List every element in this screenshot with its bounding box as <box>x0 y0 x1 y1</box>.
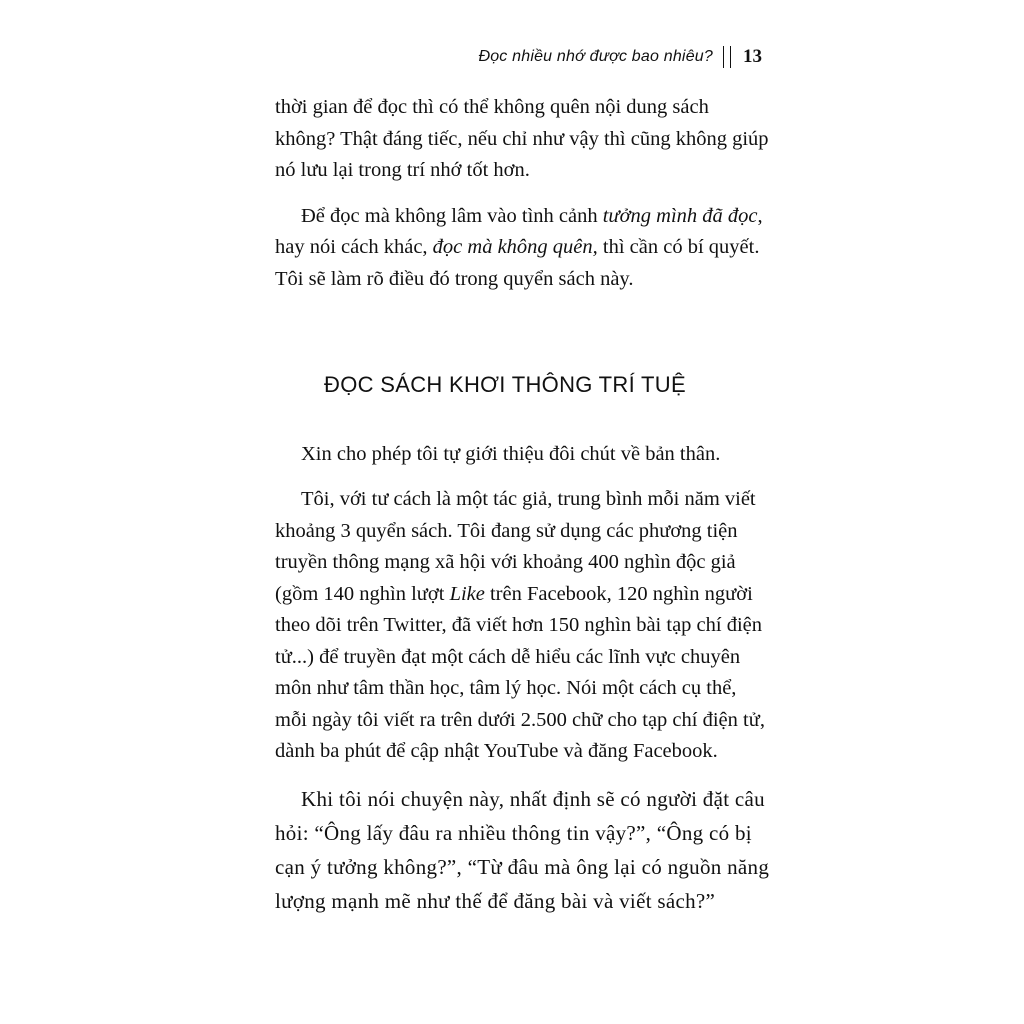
paragraph-text: thì cần có bí quyết. Tôi sẽ làm rõ điều đó trong quyển sách này. <box>275 236 760 290</box>
paragraph-text: Để đọc mà không lâm vào tình cảnh <box>301 204 603 227</box>
paragraph-text: trên Facebook, 120 nghìn người theo dõi trên Twitter, đã viết hơn 150 nghìn bài tạp chí điện tử...) để truyền đạt một cách dễ hiểu các lĩnh vực chuyên môn như tâm thần học, tâm lý học. Nói một cách cụ thể, mỗi ngày tôi viết ra trên dưới 2.500 chữ cho tạp chí điện tử, dành ba phút để cập nhật YouTube và đăng Facebook. <box>275 582 765 762</box>
running-title: Đọc nhiều nhớ được bao nhiêu? <box>478 48 713 65</box>
paragraph-text: Tôi, với tư cách là một tác giả, trung bình mỗi năm viết khoảng 3 quyển sách. Tôi đang sử dụng các phương tiện truyền thông mạng xã hội với khoảng 400 nghìn độc giả (gồm 140 nghìn lượt <box>275 488 756 605</box>
page-number: 13 <box>743 46 762 67</box>
section-heading: ĐỌC SÁCH KHƠI THÔNG TRÍ TUỆ <box>324 372 686 397</box>
double-bar-separator <box>723 46 731 68</box>
paragraph-author-activity <box>275 484 771 768</box>
italic-phrase: tưởng mình đã đọc <box>602 204 758 227</box>
running-header <box>478 46 762 68</box>
paragraph-continued: thời gian để đọc thì có thể không quên nội dung sách không? Thật đáng tiếc, nếu chỉ như vậy thì cũng không giúp nó lưu lại trong trí nhớ tốt hơn. <box>275 96 769 181</box>
body-text <box>275 92 771 918</box>
paragraph-reading-secret <box>275 201 771 296</box>
paragraph-text: , hay nói cách khác, <box>275 204 763 258</box>
italic-phrase: đọc mà không quên, <box>432 236 598 258</box>
paragraph-questions: Khi tôi nói chuyện này, nhất định sẽ có người đặt câu hỏi: “Ông lấy đâu ra nhiều thông tin vậy?”, “Ông có bị cạn ý tưởng không?”, “Từ đâu mà ông lại có nguồn năng lượng mạnh mẽ như thế để đăng bài và viết sách?” <box>275 786 770 913</box>
italic-word: Like <box>449 582 485 605</box>
paragraph-introduction: Xin cho phép tôi tự giới thiệu đôi chút về bản thân. <box>301 442 721 465</box>
